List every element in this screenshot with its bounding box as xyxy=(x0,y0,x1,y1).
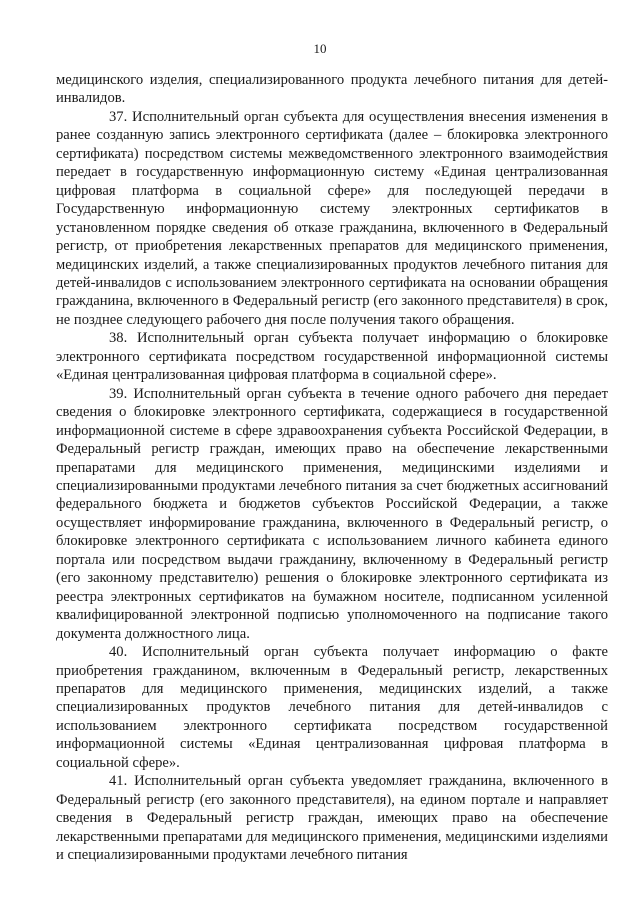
paragraph-39: 39. Исполнительный орган субъекта в течение одного рабочего дня передает сведения о блокировке электронного сертификата, содержащиеся в государственной информационной системе в сфере здравоохранения субъекта Российской Федерации, в Федеральный регистр граждан, имеющих право на обеспечение лекарственными препаратами для медицинского применения, медицинскими изделиями и специализированными продуктами лечебного питания за счет бюджетных ассигнований федерального бюджета и бюджетов субъектов Российской Федерации, а также осуществляет информирование гражданина, включенного в Федеральный регистр, о блокировке электронного сертификата с использованием личного кабинета единого портала или посредством выдачи гражданину, включенному в Федеральный регистр (его законному представителю) решения о блокировке электронного сертификата из реестра электронных сертификатов на бумажном носителе, подписанном усиленной квалифицированной электронной подписью уполномоченного на подписание такого документа должностного лица. xyxy=(56,385,608,642)
paragraph-37: 37. Исполнительный орган субъекта для осуществления внесения изменения в ранее созданную запись электронного сертификата (далее – блокировка электронного сертификата) посредством системы межведомственного электронного взаимодействия передает в государственную информационную систему «Единая централизованная цифровая платформа в социальной сфере» для последующей передачи в Государственную информационную систему электронных сертификатов в установленном порядке сведения об отказе гражданина, включенного в Федеральный регистр, от приобретения лекарственных препаратов для медицинского применения, медицинских изделий, а также специализированных продуктов лечебного питания для детей-инвалидов с использованием электронного сертификата на основании обращения гражданина, включенного в Федеральный регистр (его законного представителя) в срок, не позднее следующего рабочего дня после получения такого обращения. xyxy=(56,108,608,328)
paragraph-continuation: медицинского изделия, специализированного продукта лечебного питания для детей-инвалидов. xyxy=(56,72,608,107)
body-text xyxy=(56,71,608,864)
paragraph-38: 38. Исполнительный орган субъекта получает информацию о блокировке электронного сертификата посредством государственной информационной системы «Единая централизованная цифровая платформа в социальной сфере». xyxy=(56,330,608,384)
paragraph-41: 41. Исполнительный орган субъекта уведомляет гражданина, включенного в Федеральный регистр (его законного представителя), на едином портале и направляет сведения в Федеральный регистр граждан, имеющих право на обеспечение лекарственными препаратами для медицинского применения, медицинскими изделиями и специализированными продуктами лечебного питания xyxy=(56,773,608,864)
page-number: 10 xyxy=(313,41,327,56)
paragraph-40: 40. Исполнительный орган субъекта получает информацию о факте приобретения гражданином, включенным в Федеральный регистр, лекарственных препаратов для медицинского применения, медицинских изделий, а также специализированных продуктов лечебного питания для детей-инвалидов с использованием электронного сертификата посредством государственной информационной системы «Единая централизованная цифровая платформа в социальной сфере». xyxy=(56,644,608,771)
